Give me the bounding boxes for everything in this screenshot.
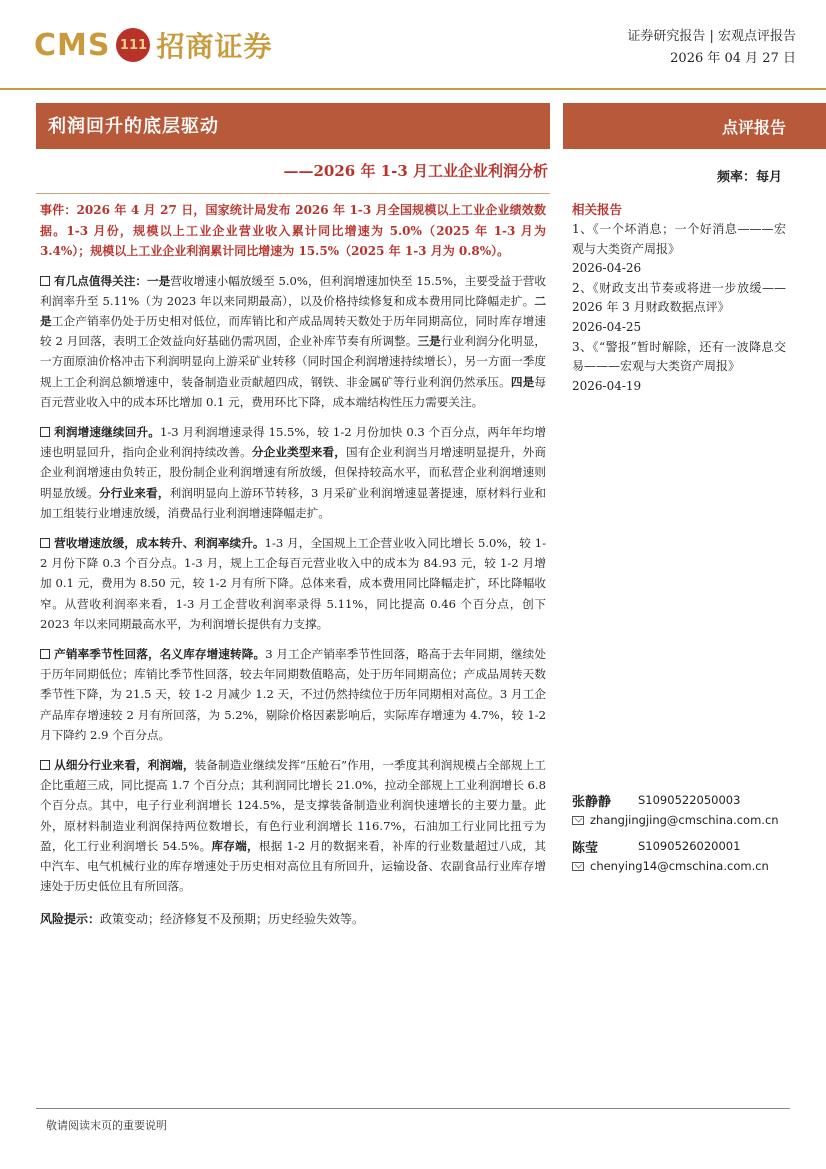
report-date: 2026 年 04 月 27 日 [670,51,796,66]
related-report-title: 1、《一个坏消息；一个好消息———宏观与大类资产周报》 [572,222,786,256]
analyst-license: S1090526020001 [638,839,741,853]
analyst-block [572,790,786,882]
risk-text: 政策变动；经济修复不及预期；历史经验失效等。 [100,912,365,927]
paragraph-text: 1-3 月利润增速录得 15.5%，较 1-2 月份加快 0.3 个百分点，两年年均增速也明显回升，指向企业利润持续改善。 [40,424,546,460]
checkbox-bullet-icon [40,649,50,659]
paragraph-emphasis: 三是 [417,334,441,349]
related-report-title: 2、《财政支出节奏或将进一步放缓——2026 年 3 月财政数据点评》 [572,280,786,315]
paragraph-emphasis: 从细分行业来看，利润端， [54,757,195,772]
risk-warning [40,908,546,930]
analyst-email: chenying14@cmschina.com.cn [590,859,769,873]
related-report-link[interactable] [572,338,786,397]
header-meta [627,26,796,70]
report-type: 证券研究报告 | 宏观点评报告 [627,29,796,44]
report-category: 点评报告 [721,118,786,137]
paragraph-text: 3 月工企产销率季节性回落，略高于去年同期，继续处于历年同期低位；库销比季节性回落，较去年同期数值略高，处于历年同期高位；产成品周转天数季节性下降，为 21.5 天，较 1-2 月减少 1.2 天，不过仍然持续位于历年同期相对高位。3 月工企产品库存增速较 2 月有所回落，为 5.2%，剔除价格因素影响后，实际库存增速为 4.7%，较 1-2 月下降约 2.9 个百分点。 [40,646,546,742]
page-header [0,0,826,90]
analyst-name: 陈莹 [572,840,599,856]
analyst-license: S1090522050003 [638,793,741,807]
related-report-link[interactable] [572,220,786,279]
analyst-row [572,836,786,856]
header-divider [0,88,826,90]
analyst-email: zhangjingjing@cmschina.com.cn [590,813,779,827]
paragraph-emphasis: 有几点值得关注： [54,273,147,288]
analysis-paragraphs [40,271,546,897]
risk-label: 风险提示： [40,912,101,927]
footer-note: 敬请阅读末页的重要说明 [46,1119,167,1132]
page-title: 利润回升的底层驱动 [48,116,219,137]
paragraph-emphasis: 一是 [146,273,171,288]
page-subtitle: ——2026 年 1-3 月工业企业利润分析 [283,162,548,180]
paragraph-text: 根据 1-2 月的数据来看，补库的行业数量超过八成，其中汽车、电气机械行业的库存增速处于历史相对高位且有所回升，运输设备、农副食品行业库存增速处于历史低位且有所回落。 [40,838,546,894]
paragraph-emphasis: 利润增速继续回升。 [54,424,160,439]
title-banner [36,103,550,149]
related-report-link[interactable] [572,279,786,338]
paragraph-text: 国有企业利润当月增速明显提升，外商企业利润增速由负转正，股份制企业利润增速有所放缓，但保持较高水平，而私营企业利润增速则明显放缓。 [40,445,546,500]
analyst-email-link[interactable] [572,810,786,830]
sidebar [572,200,786,396]
logo-chinese: 招商证券 [156,30,273,63]
paragraph-text: 工企产销率仍处于历史相对低位，而库销比和产成品周转天数处于历年同期高位，同时库存增速较 2 月回落，表明工企效益向好基础仍需巩固，企业补库节奏有所调整。 [40,313,546,349]
analysis-paragraph [40,271,546,412]
related-report-date: 2026-04-19 [572,378,642,393]
company-logo [34,20,273,70]
title-divider [36,193,550,194]
side-banner [563,103,826,149]
paragraph-emphasis: 产销率季节性回落，名义库存增速转降。 [54,646,266,661]
analyst-email-link[interactable] [572,856,786,876]
paragraph-text: 装备制造业继续发挥“压舱石”作用，一季度其利润规模占全部规上工企比重超三成，同比提高 1.7 个百分点；其利润同比增长 21.0%，拉动全部规上工业利润增长 6.8 个百分点。其中，电子行业利润增长 124.5%，是支撑装备制造业利润快速增长的主要力量。此外，原材料制造业利润保持两位数增长，有色行业利润增长 116.7%，石油加工行业同比扭亏为盈，化工行业利润增长 54.5%。 [40,757,546,853]
paragraph-text: 营收增速小幅放缓至 5.0%，但利润增速加快至 15.5%，主要受益于营收利润率升至 5.11%（为 2023 年以来同期最高），以及价格持续修复和成本费用同比降幅走扩。 [40,273,546,308]
analyst-name: 张静静 [572,794,612,810]
paragraph-emphasis: 库存端， [211,838,259,853]
logo-badge-icon: 111 [116,28,150,62]
main-content [40,200,546,930]
analyst-row [572,790,786,810]
report-frequency: 频率：每月 [716,170,782,185]
related-reports-heading: 相关报告 [572,202,623,217]
related-reports-list [572,220,786,396]
analysis-paragraph [40,755,546,896]
related-report-title: 3、《“警报”暂时解除，还有一波降息交易———宏观与大类资产周报》 [572,339,786,374]
paragraph-text: 利润明显向上游环节转移，3 月采矿业利润增速显著提速，原材料行业和加工组装行业增速放缓，消费品行业利润增速降幅走扩。 [40,485,546,520]
paragraph-text: 每百元营业收入中的成本环比增加 0.1 元，费用环比下降，成本端结构性压力需要关注。 [40,374,546,409]
paragraph-emphasis: 二是 [40,293,546,328]
event-summary: 事件：2026 年 4 月 27 日，国家统计局发布 2026 年 1-3 月全国规模以上工业企业绩效数据。1-3 月份，规模以上工业企业营业收入累计同比增速为 5.0%（2025 年 1-3 月为 3.4%）；规模以上工业企业利润累计同比增速为 15.5%（2025 年 1-3 月为 0.8%）。 [40,203,546,258]
paragraph-text: 1-3 月，全国规上工企营业收入同比增长 5.0%，较 1-2 月份下降 0.3 个百分点。1-3 月，规上工企每百元营业收入中的成本为 84.93 元，较 1-2 月增加 0.1 元，费用为 8.50 元，较 1-2 月有所下降。总体来看，成本费用同比降幅走扩，环比降幅收窄。从营收利润率来看，1-3 月工企营收利润率录得 5.11%，同比提高 0.46 个百分点，创下 2023 年以来同期最高水平，为利润增长提供有力支撑。 [40,535,546,631]
mail-icon [572,862,584,871]
footer-divider [36,1108,790,1109]
checkbox-bullet-icon [40,276,50,286]
paragraph-text: 行业利润分化明显，一方面原油价格冲击下利润明显向上游采矿业转移（同时国企利润增速持续增长），另一方面一季度规上工企利润总额增速中，装备制造业贡献超四成，钢铁、非金属矿等行业利润仍然承压。 [40,334,546,389]
paragraph-emphasis: 四是 [510,374,535,389]
checkbox-bullet-icon [40,760,50,770]
analysis-paragraph [40,533,546,634]
mail-icon [572,816,584,825]
analysis-paragraph [40,422,546,523]
logo-latin: CMS [34,27,111,63]
analysis-paragraph [40,644,546,745]
paragraph-emphasis: 营收增速放缓，成本转升、利润率续升。 [54,535,265,550]
checkbox-bullet-icon [40,427,50,437]
related-report-date: 2026-04-25 [572,319,642,334]
checkbox-bullet-icon [40,538,50,548]
paragraph-emphasis: 分企业类型来看， [251,445,347,460]
related-report-date: 2026-04-26 [572,261,642,276]
paragraph-emphasis: 分行业来看， [98,485,170,500]
